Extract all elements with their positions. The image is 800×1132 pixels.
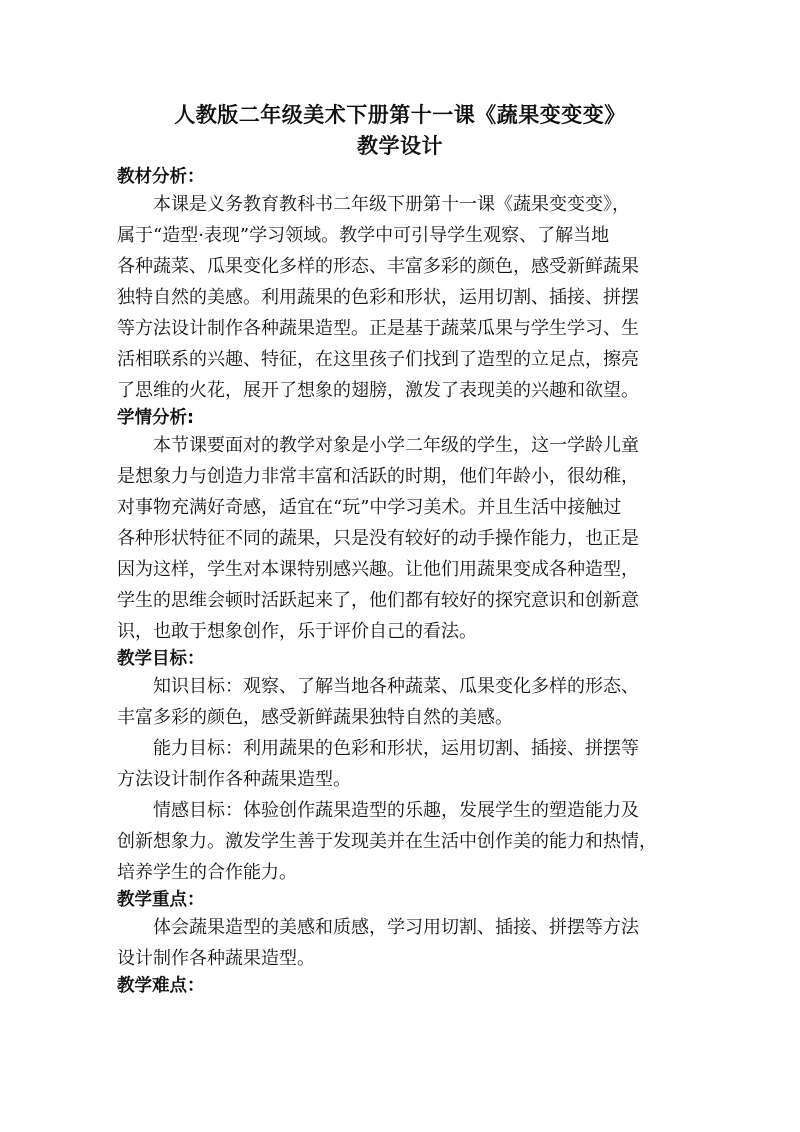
section-heading: 教学目标： xyxy=(117,649,205,669)
section-paragraph xyxy=(117,189,717,406)
paragraph-line: 各种蔬菜、瓜果变化多样的形态、丰富多彩的颜色，感受新鲜蔬果 xyxy=(117,256,639,277)
paragraph-line: 是想象力与创造力非常丰富和活跃的时期，他们年龄小，很幼稚， xyxy=(117,466,639,487)
paragraph-line: 独特自然的美感。利用蔬果的色彩和形状，运用切割、插接、拼摆 xyxy=(117,287,639,308)
document-subtitle: 教学设计 xyxy=(357,134,443,158)
section-paragraph xyxy=(117,912,717,974)
section-heading: 教材分析： xyxy=(117,167,205,187)
paragraph-line: 各种形状特征不同的蔬果，只是没有较好的动手操作能力，也正是 xyxy=(117,528,639,549)
paragraph-line: 本课是义务教育教科书二年级下册第十一课《蔬果变变变》， xyxy=(153,194,630,215)
section-paragraph xyxy=(117,733,717,795)
paragraph-line: 属于“造型·表现”学习领域。教学中可引导学生观察、了解当地 xyxy=(117,225,610,246)
paragraph-line: 知识目标：观察、了解当地各种蔬菜、瓜果变化多样的形态、 xyxy=(153,676,639,697)
section-paragraph xyxy=(117,430,717,647)
paragraph-line: 丰富多彩的颜色，感受新鲜蔬果独特自然的美感。 xyxy=(117,707,513,728)
paragraph-line: 因为这样，学生对本课特别感兴趣。让他们用蔬果变成各种造型， xyxy=(117,559,639,580)
paragraph-line: 情感目标：体验创作蔬果造型的乐趣，发展学生的塑造能力及 xyxy=(153,800,639,821)
paragraph-line: 方法设计制作各种蔬果造型。 xyxy=(117,769,351,790)
section-heading: 学情分析: xyxy=(117,408,194,428)
document-title: 人教版二年级美术下册第十一课《蔬果变变变》 xyxy=(174,103,626,127)
paragraph-line: 本节课要面对的教学对象是小学二年级的学生，这一学龄儿童 xyxy=(153,435,639,456)
section-paragraph xyxy=(117,795,717,888)
paragraph-line: 对事物充满好奇感，适宜在“玩”中学习美术。并且生活中接触过 xyxy=(117,497,622,518)
paragraph-line: 学生的思维会顿时活跃起来了，他们都有较好的探究意识和创新意 xyxy=(117,590,639,611)
paragraph-line: 能力目标：利用蔬果的色彩和形状，运用切割、插接、拼摆等 xyxy=(153,738,639,759)
paragraph-line: 了思维的火花，展开了想象的翅膀，激发了表现美的兴趣和欲望。 xyxy=(117,380,639,401)
paragraph-line: 体会蔬果造型的美感和质感，学习用切割、插接、拼摆等方法 xyxy=(153,917,639,938)
section-heading: 教学难点： xyxy=(117,976,205,996)
paragraph-line: 活相联系的兴趣、特征，在这里孩子们找到了造型的立足点，擦亮 xyxy=(117,349,639,370)
paragraph-line: 等方法设计制作各种蔬果造型。正是基于蔬菜瓜果与学生学习、生 xyxy=(117,318,639,339)
paragraph-line: 培养学生的合作能力。 xyxy=(117,862,297,883)
paragraph-line: 识，也敢于想象创作，乐于评价自己的看法。 xyxy=(117,621,477,642)
section-paragraph xyxy=(117,671,717,733)
document-body xyxy=(117,165,717,998)
paragraph-line: 设计制作各种蔬果造型。 xyxy=(117,948,315,969)
section-heading: 教学重点： xyxy=(117,890,205,910)
paragraph-line: 创新想象力。激发学生善于发现美并在生活中创作美的能力和热情， xyxy=(117,831,657,852)
